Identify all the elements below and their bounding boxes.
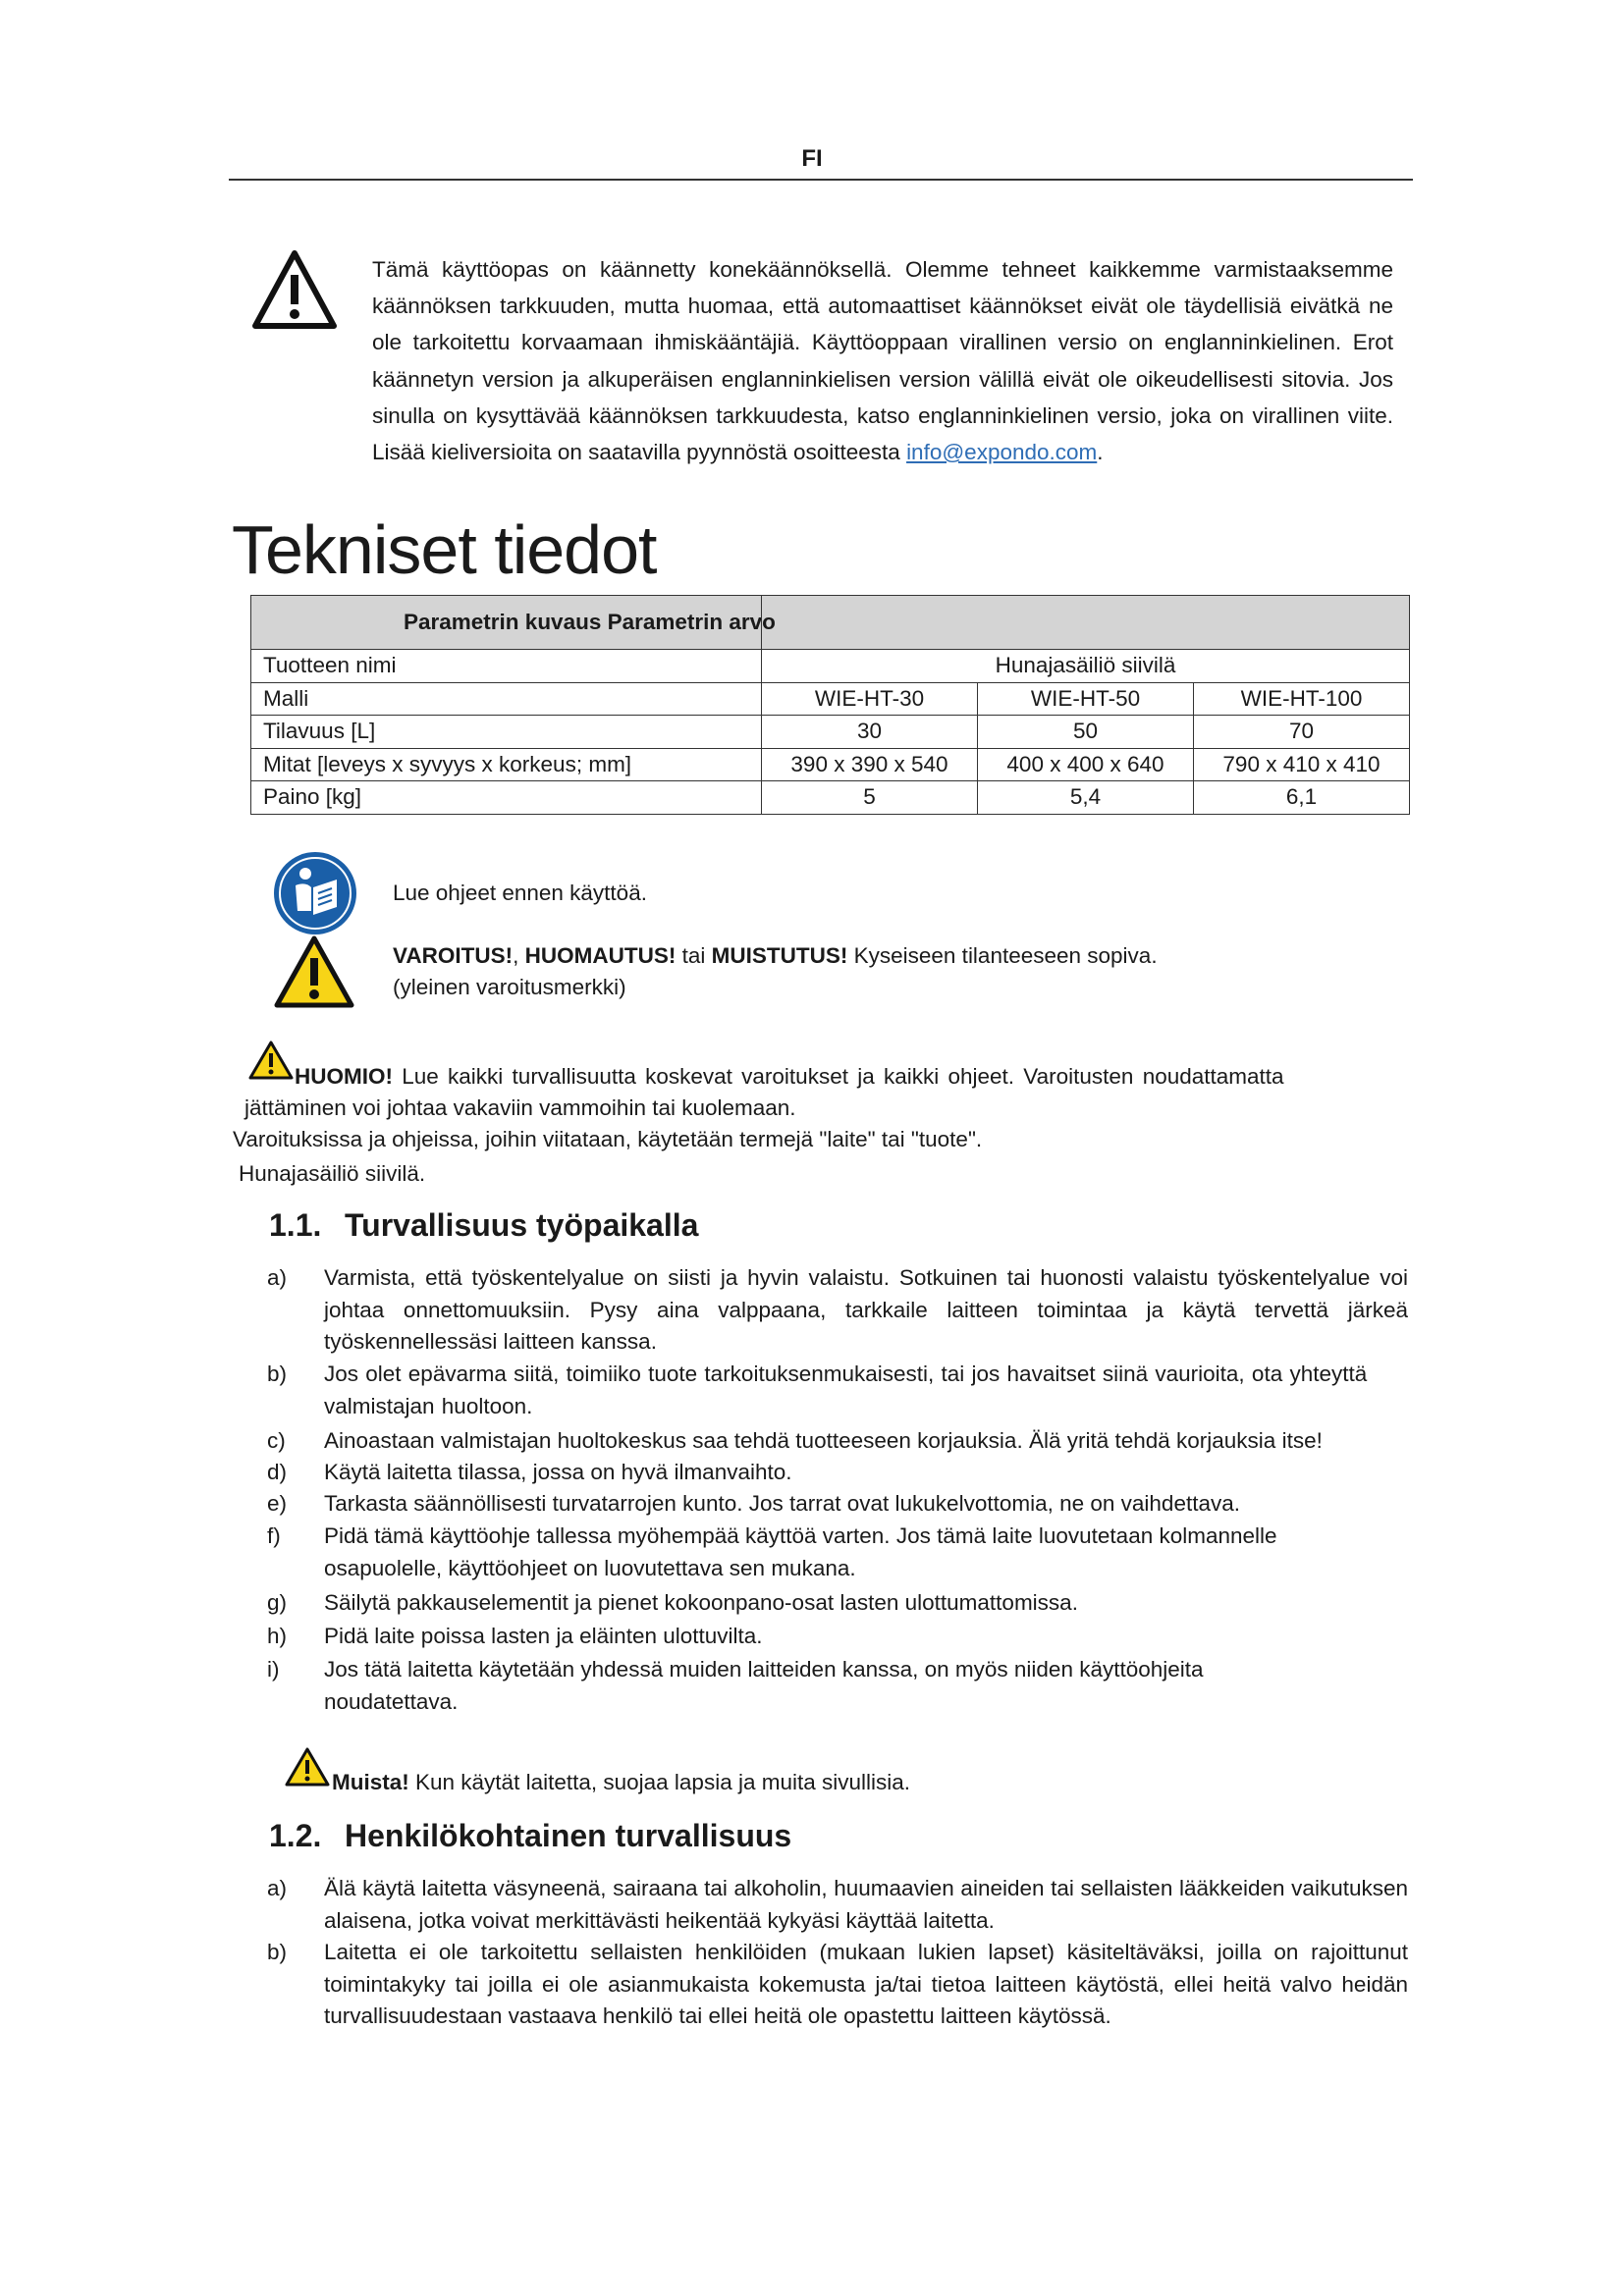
list-item: g) Säilytä pakkauselementit ja pienet kokoonpano-osat lasten ulottumattomissa.: [267, 1590, 1078, 1615]
product-name-cell: Hunajasäiliö siivilä: [762, 650, 1410, 683]
terms-note: Varoituksissa ja ohjeissa, joihin viitataan, käytetään termejä "laite" tai "tuote".: [233, 1127, 983, 1151]
table-header: Parametrin kuvaus Parametrin arvo: [251, 596, 1410, 650]
list-item: a) Varmista, että työskentelyalue on siisti ja hyvin valaistu. Sotkuinen tai huonosti valaistu työskentelyalue voi johtaa onnettomuuksiin. Pysy aina valppaana, tarkkaile laitteen toimintaa ja käytä tervettä järkeä työskennellessäsi laitteen kanssa.: [267, 1265, 1408, 1354]
spec-table: [250, 595, 1410, 815]
yellow-warning-icon: [273, 934, 355, 1009]
section-heading-workplace-safety: 1.1. Turvallisuus työpaikalla: [269, 1207, 699, 1243]
section-heading-personal-safety: 1.2. Henkilökohtainen turvallisuus: [269, 1818, 792, 1853]
read-manual-icon: [272, 850, 358, 936]
table-cell: 30: [762, 716, 978, 749]
table-cell: WIE-HT-50: [978, 682, 1194, 716]
table-row: [251, 682, 1410, 716]
list-item: f) Pidä tämä käyttöohje tallessa myöhempää käyttöä varten. Jos tämä laite luovutetaan kolmannelle osapuolelle, käyttöohjeet on luovutettava sen mukana.: [267, 1523, 1277, 1580]
table-cell: WIE-HT-30: [762, 682, 978, 716]
list-item: h) Pidä laite poissa lasten ja eläinten ulottuvilta.: [267, 1624, 763, 1648]
table-cell: 400 x 400 x 640: [978, 748, 1194, 781]
warning-triangle-icon: [251, 249, 338, 330]
attention-notice-line2: jättäminen voi johtaa vakaviin vammoihin tai kuolemaan.: [244, 1095, 796, 1120]
row-label: Tuotteen nimi: [251, 650, 762, 683]
table-row: [251, 650, 1410, 683]
header-rule: [229, 179, 1413, 181]
row-label: Paino [kg]: [251, 781, 762, 815]
list-item: b) Laitetta ei ole tarkoitettu sellaisten henkilöiden (mukaan lukien lapset) käsiteltäväksi, joilla on rajoittunut toimintakyky tai joilla ei ole asianmukaista kokemusta ja/tai tietoa laitteen käytöstä, ellei heitä valvo heidän turvallisuudestaan vastaava henkilö tai ellei heitä ole opastettu laitteen käytössä.: [267, 1940, 1408, 2028]
general-warning-text: (yleinen varoitusmerkki): [393, 975, 626, 999]
remember-notice: Muista! Kun käytät laitetta, suojaa lapsia ja muita sivullisia.: [332, 1770, 911, 1794]
table-cell: 5: [762, 781, 978, 815]
row-label: Mitat [leveys x syvyys x korkeus; mm]: [251, 748, 762, 781]
table-cell: 5,4: [978, 781, 1194, 815]
attention-notice-line1: HUOMIO! Lue kaikki turvallisuutta koskevat varoitukset ja kaikki ohjeet. Varoitusten noudattamatta: [295, 1064, 1284, 1089]
language-code: FI: [801, 145, 823, 172]
table-cell: 790 x 410 x 410: [1194, 748, 1410, 781]
attention-warning-icon: [248, 1041, 294, 1080]
page-title: Tekniset tiedot: [232, 511, 657, 588]
warning-levels-text: VAROITUS!, HUOMAUTUS! tai MUISTUTUS! Kyseiseen tilanteeseen sopiva.: [393, 943, 1158, 968]
list-item: c) Ainoastaan valmistajan huoltokeskus saa tehdä tuotteeseen korjauksia. Älä yritä tehdä korjauksia itse!: [267, 1428, 1323, 1453]
table-cell: 390 x 390 x 540: [762, 748, 978, 781]
table-cell: 6,1: [1194, 781, 1410, 815]
list-item: i) Jos tätä laitetta käytetään yhdessä muiden laitteiden kanssa, on myös niiden käyttöohjeita noudatettava.: [267, 1657, 1204, 1714]
read-manual-text: Lue ohjeet ennen käyttöä.: [393, 881, 647, 905]
product-name-note: Hunajasäiliö siivilä.: [239, 1161, 426, 1186]
header-divider: [761, 595, 762, 650]
table-cell: 50: [978, 716, 1194, 749]
table-cell: WIE-HT-100: [1194, 682, 1410, 716]
list-item: e) Tarkasta säännöllisesti turvatarrojen kunto. Jos tarrat ovat lukukelvottomia, ne on vaihdettava.: [267, 1491, 1240, 1516]
list-item: b) Jos olet epävarma siitä, toimiiko tuote tarkoituksenmukaisesti, tai jos havaitset siinä vaurioita, ota yhteyttä valmistajan huoltoon.: [267, 1362, 1368, 1418]
row-label: Malli: [251, 682, 762, 716]
remember-warning-icon: [285, 1747, 330, 1787]
table-row: [251, 716, 1410, 749]
row-label: Tilavuus [L]: [251, 716, 762, 749]
table-cell: 70: [1194, 716, 1410, 749]
table-header-row: [251, 596, 1410, 650]
email-link[interactable]: info@expondo.com: [906, 440, 1098, 465]
translation-notice: Tämä käyttöopas on käännetty konekäännöksellä. Olemme tehneet kaikkemme varmistaaksemme käännöksen tarkkuuden, mutta huomaa, että automaattiset käännökset eivät ole täydellisiä eivätkä ne ole tarkoitettu korvaamaan ihmiskääntäjiä. Käyttöoppaan virallinen versio on englanninkielinen. Erot käännetyn version ja alkuperäisen englanninkielisen version välillä eivät ole oikeudellisesti sitovia. Jos sinulla on kysyttävää käännöksen tarkkuudesta, katso englanninkielinen versio, joka on virallinen viite. Lisää kieliversioita on saatavilla pyynnöstä osoitteesta info@expondo.com.: [372, 257, 1393, 465]
table-row: [251, 781, 1410, 815]
list-item: d) Käytä laitetta tilassa, jossa on hyvä ilmanvaihto.: [267, 1460, 792, 1484]
table-row: [251, 748, 1410, 781]
list-item: a) Älä käytä laitetta väsyneenä, sairaana tai alkoholin, huumaavien aineiden tai sellaisten lääkkeiden vaikutuksen alaisena, jotka voivat merkittävästi heikentää kykyäsi käyttää laitetta.: [267, 1876, 1408, 1933]
